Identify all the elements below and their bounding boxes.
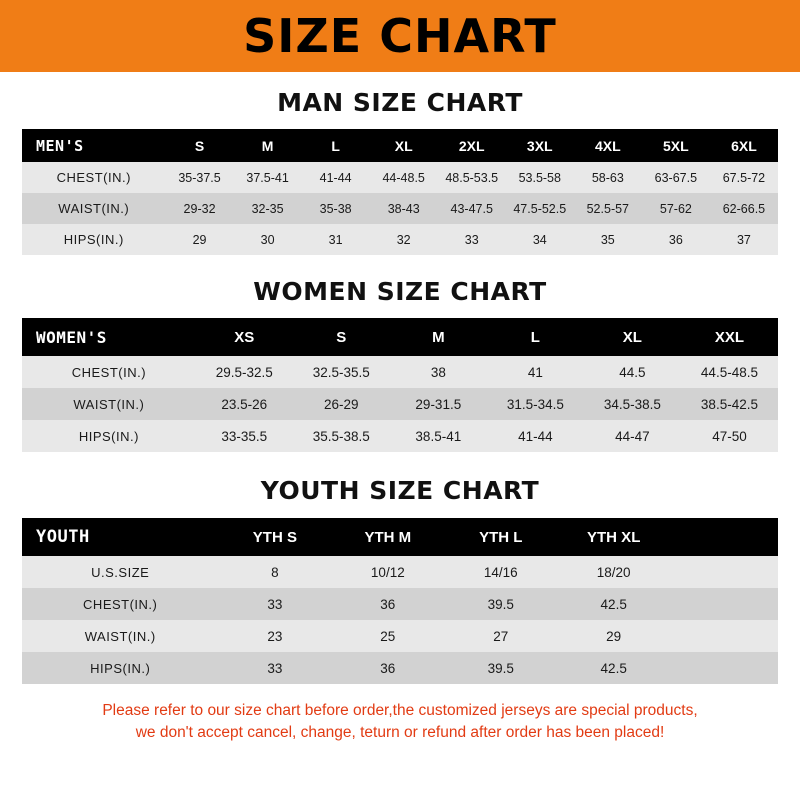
youth-cell-2-3: 29 [557,620,670,652]
man-cell-2-8: 37 [710,224,778,255]
women-table-body [22,356,778,452]
youth-cell-0-spacer [670,556,778,588]
women-cell-0-1: 32.5-35.5 [293,356,390,388]
youth-cell-1-spacer [670,588,778,620]
page-title: SIZE CHART [243,9,557,63]
man-cell-2-4: 33 [438,224,506,255]
women-col-header-1: XS [196,318,293,356]
youth-row-label-2: WAIST(IN.) [22,620,218,652]
man-cell-2-7: 36 [642,224,710,255]
youth-cell-1-3: 42.5 [557,588,670,620]
youth-table-head [22,518,778,556]
women-cell-1-2: 29-31.5 [390,388,487,420]
man-cell-0-5: 53.5-58 [506,162,574,193]
man-col-header-0: MEN'S [22,129,166,162]
women-row-label-1: WAIST(IN.) [22,388,196,420]
table-row [22,420,778,452]
table-row [22,193,778,224]
youth-col-header-4: YTH XL [557,518,670,556]
women-col-header-5: XL [584,318,681,356]
youth-row-label-1: CHEST(IN.) [22,588,218,620]
youth-cell-3-1: 36 [331,652,444,684]
youth-cell-0-1: 10/12 [331,556,444,588]
man-section-title: MAN SIZE CHART [277,88,523,117]
women-cell-1-0: 23.5-26 [196,388,293,420]
women-table-head [22,318,778,356]
table-header-row [22,129,778,162]
table-row [22,556,778,588]
women-cell-1-1: 26-29 [293,388,390,420]
man-col-header-5: 2XL [438,129,506,162]
man-cell-1-0: 29-32 [166,193,234,224]
footer-note-line-1: Please refer to our size chart before order,the customized jerseys are special products, [102,702,698,719]
women-cell-1-3: 31.5-34.5 [487,388,584,420]
women-size-table [22,318,778,452]
man-cell-0-8: 67.5-72 [710,162,778,193]
youth-cell-0-2: 14/16 [444,556,557,588]
man-col-header-1: S [166,129,234,162]
page-header [0,0,800,72]
youth-cell-0-0: 8 [218,556,331,588]
man-cell-2-6: 35 [574,224,642,255]
table-row [22,588,778,620]
table-row [22,388,778,420]
table-row [22,620,778,652]
women-cell-0-0: 29.5-32.5 [196,356,293,388]
women-col-header-0: WOMEN'S [22,318,196,356]
youth-cell-1-2: 39.5 [444,588,557,620]
man-row-label-1: WAIST(IN.) [22,193,166,224]
youth-table-body [22,556,778,684]
women-col-header-3: M [390,318,487,356]
youth-cell-2-1: 25 [331,620,444,652]
table-row [22,224,778,255]
man-cell-0-3: 44-48.5 [370,162,438,193]
man-col-header-4: XL [370,129,438,162]
man-cell-1-5: 47.5-52.5 [506,193,574,224]
content-area [0,88,800,745]
youth-cell-3-spacer [670,652,778,684]
man-cell-0-1: 37.5-41 [234,162,302,193]
women-col-header-6: XXL [681,318,778,356]
man-cell-1-4: 43-47.5 [438,193,506,224]
man-cell-0-6: 58-63 [574,162,642,193]
youth-cell-2-0: 23 [218,620,331,652]
man-cell-2-0: 29 [166,224,234,255]
youth-cell-3-3: 42.5 [557,652,670,684]
women-cell-1-4: 34.5-38.5 [584,388,681,420]
man-cell-1-2: 35-38 [302,193,370,224]
youth-col-header-3: YTH L [444,518,557,556]
table-header-row [22,518,778,556]
man-col-header-3: L [302,129,370,162]
youth-cell-2-spacer [670,620,778,652]
youth-col-header-1: YTH S [218,518,331,556]
women-cell-2-3: 41-44 [487,420,584,452]
footer-note-line-2: we don't accept cancel, change, teturn or refund after order has been placed! [135,724,665,742]
man-cell-0-7: 63-67.5 [642,162,710,193]
youth-col-header-2: YTH M [331,518,444,556]
table-row [22,652,778,684]
women-cell-1-5: 38.5-42.5 [681,388,778,420]
women-cell-0-2: 38 [390,356,487,388]
table-header-row [22,318,778,356]
man-cell-1-7: 57-62 [642,193,710,224]
man-cell-2-5: 34 [506,224,574,255]
youth-col-header-0: YOUTH [22,518,218,556]
women-cell-0-4: 44.5 [584,356,681,388]
man-row-label-2: HIPS(IN.) [22,224,166,255]
women-row-label-2: HIPS(IN.) [22,420,196,452]
youth-cell-3-2: 39.5 [444,652,557,684]
man-cell-1-6: 52.5-57 [574,193,642,224]
women-cell-2-4: 44-47 [584,420,681,452]
youth-cell-3-0: 33 [218,652,331,684]
man-table-head [22,129,778,162]
women-cell-0-3: 41 [487,356,584,388]
youth-cell-1-1: 36 [331,588,444,620]
man-col-header-6: 3XL [506,129,574,162]
youth-cell-2-2: 27 [444,620,557,652]
man-cell-2-2: 31 [302,224,370,255]
table-row [22,162,778,193]
man-cell-1-3: 38-43 [370,193,438,224]
man-cell-2-1: 30 [234,224,302,255]
man-cell-1-8: 62-66.5 [710,193,778,224]
man-row-label-0: CHEST(IN.) [22,162,166,193]
women-row-label-0: CHEST(IN.) [22,356,196,388]
women-cell-2-5: 47-50 [681,420,778,452]
youth-row-label-3: HIPS(IN.) [22,652,218,684]
youth-row-label-0: U.S.SIZE [22,556,218,588]
youth-section-title: YOUTH SIZE CHART [260,476,540,505]
man-cell-0-0: 35-37.5 [166,162,234,193]
man-cell-2-3: 32 [370,224,438,255]
man-col-header-8: 5XL [642,129,710,162]
women-col-header-2: S [293,318,390,356]
women-cell-2-1: 35.5-38.5 [293,420,390,452]
women-col-header-4: L [487,318,584,356]
youth-cell-1-0: 33 [218,588,331,620]
women-cell-0-5: 44.5-48.5 [681,356,778,388]
youth-size-table [22,518,778,684]
man-col-header-2: M [234,129,302,162]
youth-col-header-spacer [670,518,778,556]
man-cell-1-1: 32-35 [234,193,302,224]
man-table-body [22,162,778,255]
women-cell-2-2: 38.5-41 [390,420,487,452]
man-size-table [22,129,778,255]
women-cell-2-0: 33-35.5 [196,420,293,452]
man-cell-0-2: 41-44 [302,162,370,193]
table-row [22,356,778,388]
women-section-title: WOMEN SIZE CHART [253,277,547,306]
man-col-header-7: 4XL [574,129,642,162]
man-col-header-9: 6XL [710,129,778,162]
footer-note [22,700,778,745]
youth-cell-0-3: 18/20 [557,556,670,588]
man-cell-0-4: 48.5-53.5 [438,162,506,193]
